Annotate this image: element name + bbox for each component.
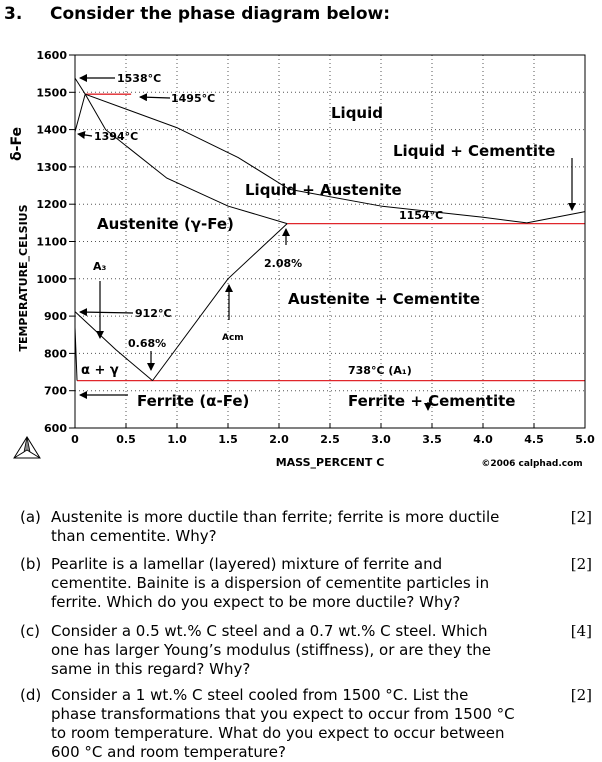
part-text <box>51 622 556 679</box>
part-line: one has larger Young’s modulus (stiffness), or are they the <box>51 641 492 659</box>
acm-curve <box>153 224 288 381</box>
arrow-1495 <box>140 97 170 98</box>
chart-axes <box>36 49 595 446</box>
part-label: (b) <box>20 555 42 573</box>
x-tick-label: 3.0 <box>371 433 391 446</box>
label-alpha-gamma: α + γ <box>81 363 119 378</box>
y-tick-label: 1200 <box>36 198 67 212</box>
label-1538: 1538°C <box>117 72 162 85</box>
x-axis-label: MASS_PERCENT C <box>275 456 385 469</box>
y-tick-label: 1500 <box>36 86 67 100</box>
part-label: (c) <box>20 622 40 640</box>
label-738: 738°C (A₁) <box>348 364 412 377</box>
label-1394: 1394°C <box>94 130 139 143</box>
y-tick-label: 700 <box>44 384 67 398</box>
x-tick-label: 5.0 <box>575 433 595 446</box>
x-tick-label: 2.0 <box>269 433 289 446</box>
x-tick-label: 4.5 <box>524 433 544 446</box>
part-line: Consider a 1 wt.% C steel cooled from 1500 °C. List the <box>51 686 469 704</box>
y-tick-label: 1600 <box>36 49 67 62</box>
part-text <box>51 686 556 762</box>
chart-grid <box>75 55 585 428</box>
arrow-912 <box>80 312 133 313</box>
part-label: (a) <box>20 508 41 526</box>
y-tick-label: 1100 <box>36 235 67 249</box>
label-ferrite: Ferrite (α-Fe) <box>137 392 250 410</box>
label-austenite: Austenite (γ-Fe) <box>97 215 234 233</box>
y-tick-label: 600 <box>44 422 67 435</box>
label-1154: 1154°C <box>399 209 444 222</box>
x-tick-label: 1.0 <box>167 433 187 446</box>
label-2-08: 2.08% <box>264 257 303 270</box>
x-tick-label: 2.5 <box>320 433 340 446</box>
label-a3: A₃ <box>93 260 107 273</box>
part-line: Austenite is more ductile than ferrite; ferrite is more ductile <box>51 508 500 526</box>
label-liquid-cementite: Liquid + Cementite <box>393 142 556 160</box>
delta_upper-curve <box>75 78 85 94</box>
question-title: Consider the phase diagram below: <box>50 4 391 24</box>
x-tick-label: 0 <box>71 433 79 446</box>
y-axis-label: TEMPERATURE_CELSIUS <box>17 204 30 352</box>
x-tick-label: 3.5 <box>422 433 442 446</box>
y-tick-label: 1000 <box>36 272 67 286</box>
part-label: (d) <box>20 686 42 704</box>
part-line: Pearlite is a lamellar (layered) mixture of ferrite and <box>51 555 443 573</box>
arrow-1394 <box>78 134 92 136</box>
delta-fe-label: δ-Fe <box>9 127 25 161</box>
label-austenite-cementite: Austenite + Cementite <box>288 290 481 308</box>
label-acm: Acm <box>222 333 244 343</box>
label-0-68: 0.68% <box>128 337 167 350</box>
label-1495: 1495°C <box>171 92 216 105</box>
part-marks: [4] <box>570 622 592 640</box>
part-text <box>51 555 556 612</box>
part-line: 600 °C and room temperature? <box>51 743 286 761</box>
part-line: ferrite. Which do you expect to be more ductile? Why? <box>51 593 461 611</box>
x-tick-label: 0.5 <box>116 433 136 446</box>
question-heading <box>4 4 390 24</box>
phase-diagram <box>0 40 602 470</box>
x-tick-label: 1.5 <box>218 433 238 446</box>
part-line: to room temperature. What do you expect to occur between <box>51 724 505 742</box>
label-liquid: Liquid <box>331 104 383 122</box>
y-tick-label: 1400 <box>36 123 67 137</box>
part-line: Consider a 0.5 wt.% C steel and a 0.7 wt.% C steel. Which <box>51 622 488 640</box>
y-tick-label: 800 <box>44 347 67 361</box>
y-tick-label: 900 <box>44 310 67 324</box>
annotation-arrows <box>78 78 572 410</box>
liquidus_cementite-curve <box>527 212 585 223</box>
part-marks: [2] <box>570 508 592 526</box>
delta_lower-curve <box>75 94 85 132</box>
question-number: 3. <box>4 4 23 24</box>
part-line: than cementite. Why? <box>51 527 217 545</box>
part-text <box>51 508 556 546</box>
part-marks: [2] <box>570 686 592 704</box>
part-line: same in this regard? Why? <box>51 660 251 678</box>
part-line: cementite. Bainite is a dispersion of cementite particles in <box>51 574 490 592</box>
y-tick-label: 1300 <box>36 160 67 174</box>
part-marks: [2] <box>570 555 592 573</box>
part-line: phase transformations that you expect to occur from 1500 °C <box>51 705 515 723</box>
label-ferrite-cementite: Ferrite + Cementite <box>348 392 516 410</box>
label-liquid-austenite: Liquid + Austenite <box>245 181 402 199</box>
copyright-text: ©2006 calphad.com <box>481 459 583 469</box>
calphad-logo <box>14 437 40 458</box>
x-tick-label: 4.0 <box>473 433 493 446</box>
label-912: 912°C <box>135 307 172 320</box>
